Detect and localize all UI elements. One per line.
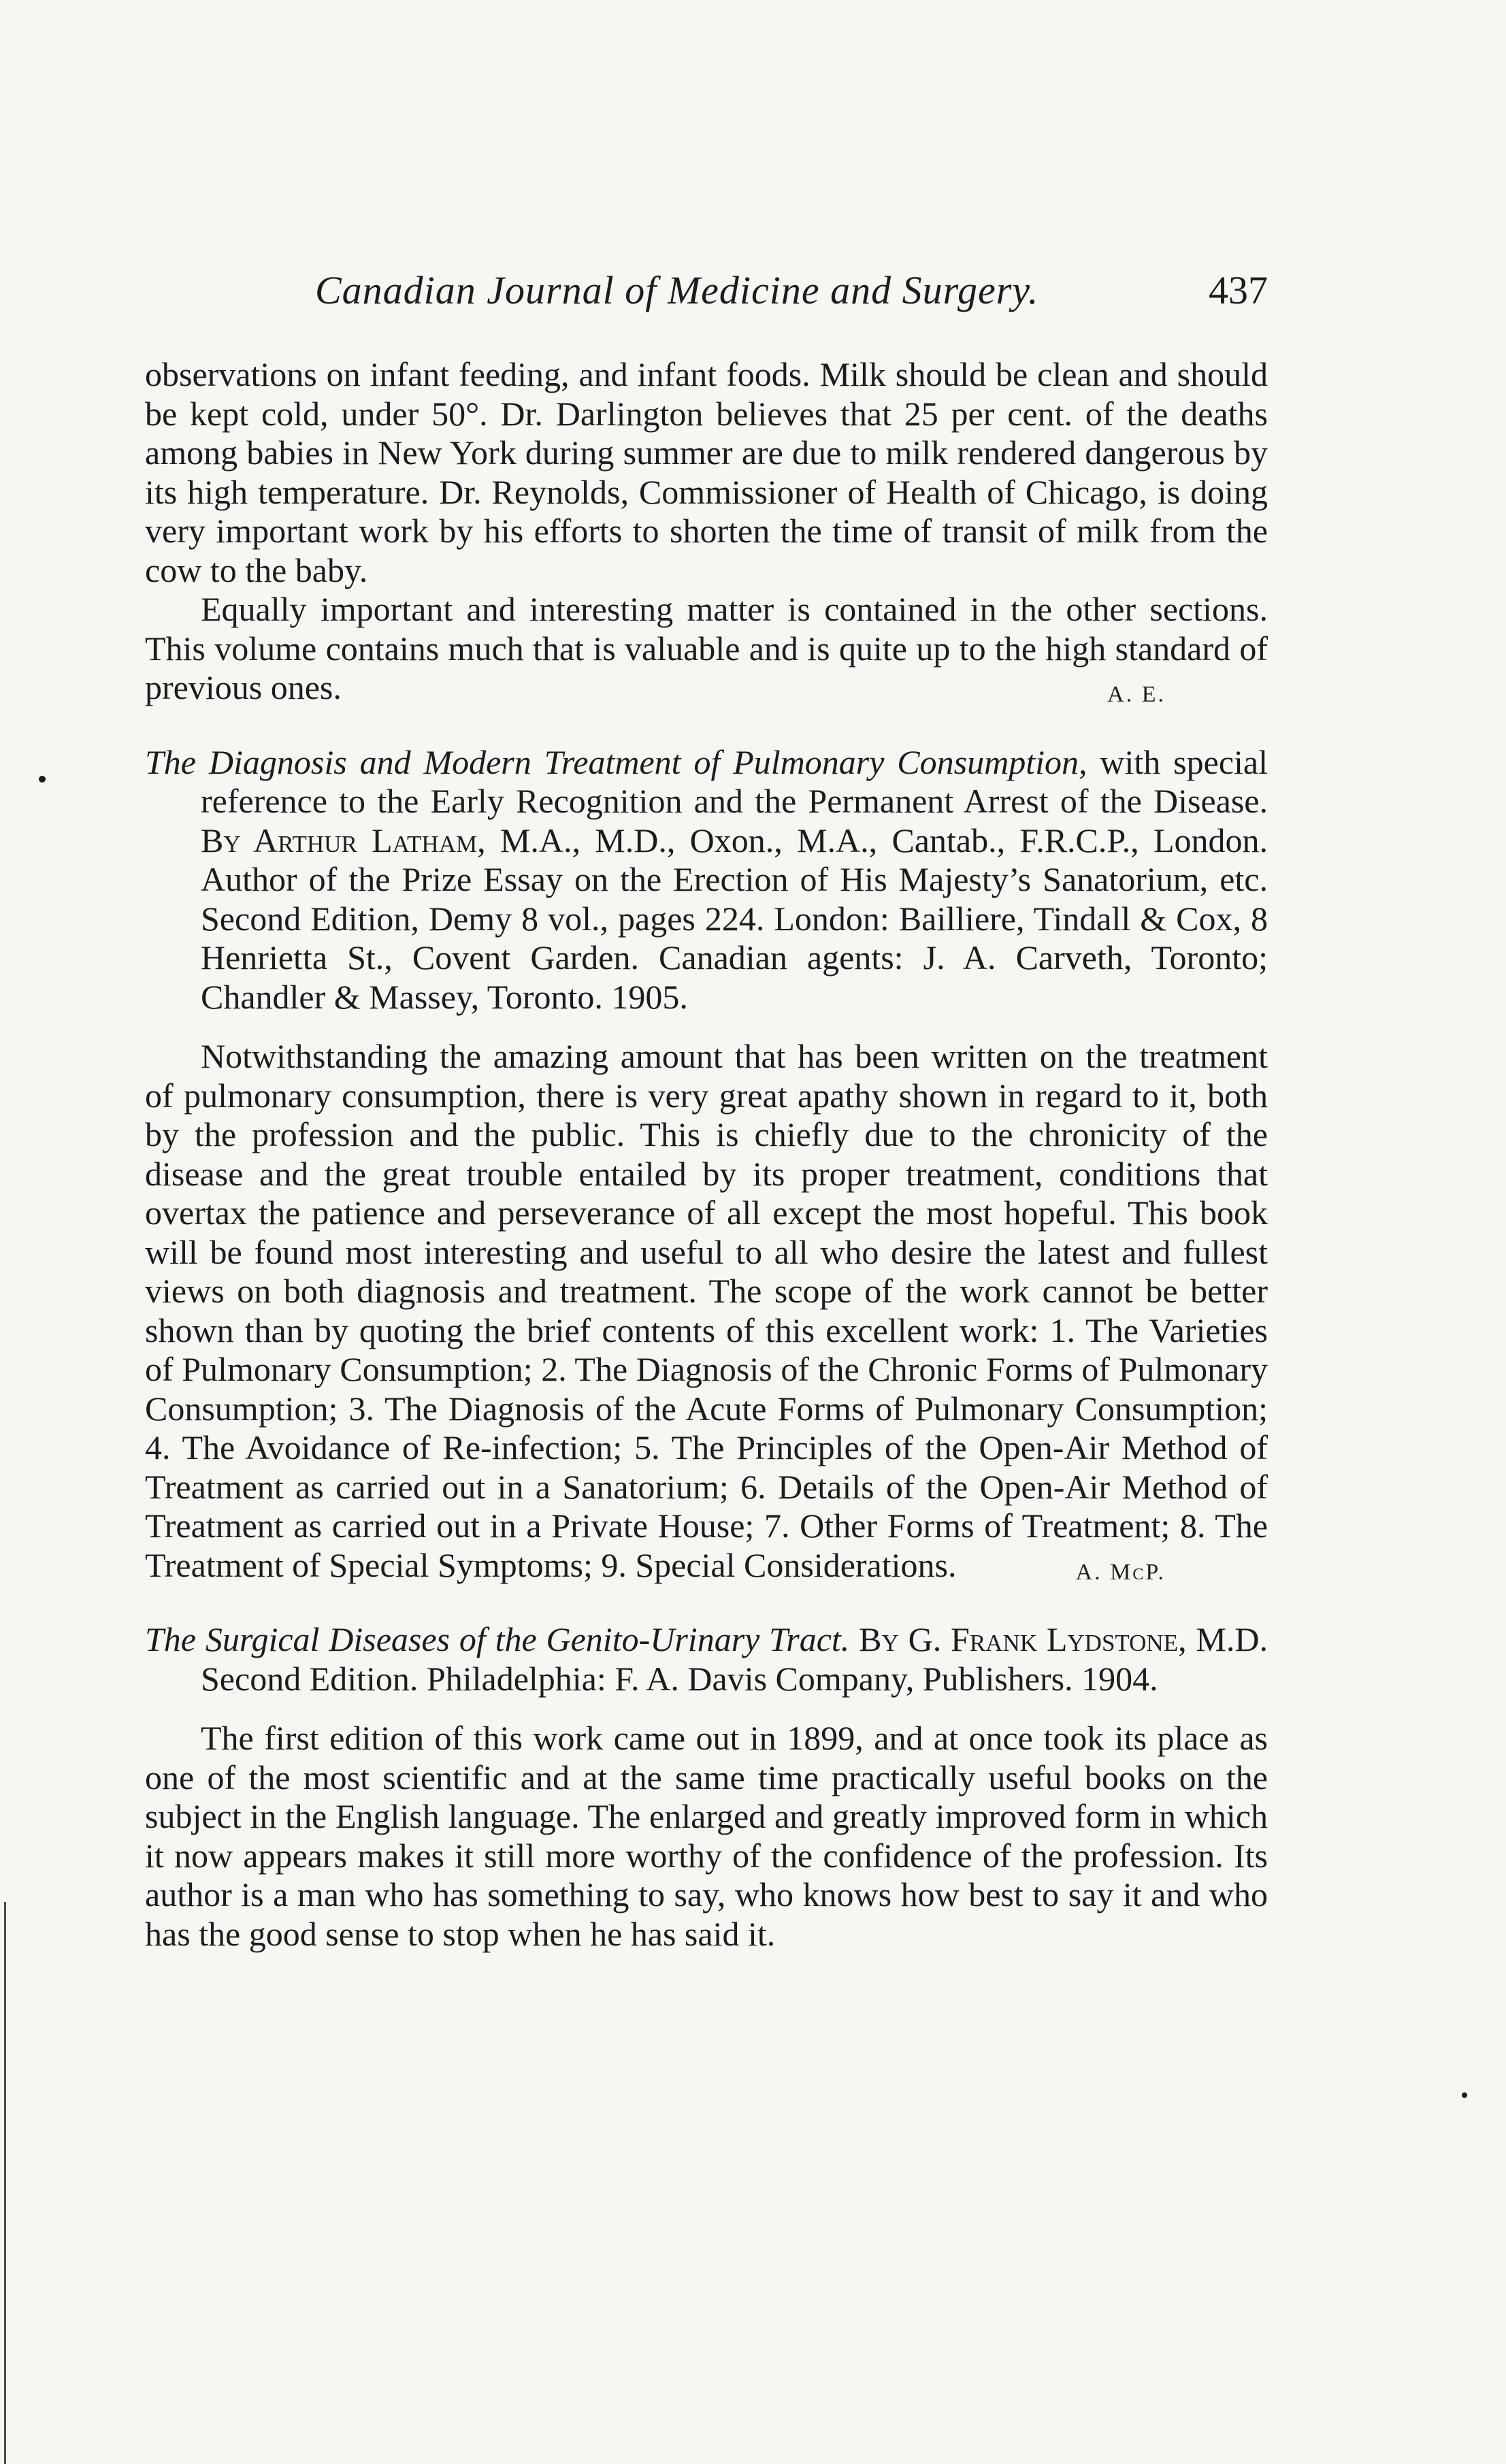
citation-details: M.A., M.D., Oxon., M.A., Cantab., F.R.C.P., London. Author of the Prize Essay on the Erection of His Majesty’s Sanatorium, etc. Second Edition, Demy 8 vol., pages 224. London: Bailliere, Tindall & Cox, 8 Henrietta St., Covent Garden. Canadian agents: J. A. Carveth, Toronto; Chandler & Massey, Toronto. 1905. [201, 821, 1268, 1016]
page-number: 437 [1209, 268, 1268, 312]
journal-title: Canadian Journal of Medicine and Surgery. [315, 268, 1039, 312]
section-gap [145, 1017, 1268, 1037]
review-paragraph: The first edition of this work came out in 1899, and at once took its place as one of the most scientific and at the same time practically useful books on the subject in the English language. The enlarged and greatly improved form in which it now appears makes it still more worthy of the confidence of the profession. Its author is a man who has something to say, who knows how best to say it and who has the good sense to stop when he has said it. [145, 1719, 1268, 1953]
margin-dot [1462, 2092, 1467, 2098]
book-title: The Surgical Diseases of the Genito-Urinary Tract. [145, 1620, 850, 1658]
citation-details: M.D. Second Edition. Philadelphia: F. A. Davis Company, Publishers. 1904. [201, 1620, 1268, 1698]
book-author: By G. Frank Lydstone, [849, 1620, 1187, 1658]
book-author: By Arthur Latham, [201, 821, 486, 859]
review-paragraph: observations on infant feeding, and infant foods. Milk should be clean and should be kept cold, under 50°. Dr. Darlington believes that 25 per cent. of the deaths among babies in New York during summer are due to milk rendered dangerous by its high temperature. Dr. Reynolds, Commissioner of Health of Chicago, is doing very important work by his efforts to shorten the time of transit of milk from the cow to the baby. [145, 355, 1268, 589]
book-title: The Diagnosis and Modern Treatment of Pulmonary Consumption, [145, 742, 1087, 781]
review-paragraph-text: Equally important and interesting matter is contained in the other sections. This volume contains much that is valuable and is quite up to the high standard of previous ones. [145, 590, 1268, 706]
section-gap [145, 1698, 1268, 1719]
margin-rule [4, 1902, 6, 2464]
reviewer-signature: A. McP. [1075, 1559, 1166, 1585]
citation-text: with special reference to the Early Recognition and the Permanent Arrest of the Disease. [201, 742, 1268, 820]
review-paragraph-text: Notwithstanding the amazing amount that has been written on the treatment of pulmonary consumption, there is very great apathy shown in regard to it, both by the profession and the public. This is chiefly due to the chronicity of the disease and the great trouble entailed by its proper treatment, conditions that overtax the patience and perseverance of all except the most hopeful. This book will be found most interesting and useful to all who desire the latest and fullest views on both diagnosis and treatment. The scope of the work cannot be better shown than by quoting the brief contents of this excellent work: 1. The Varieties of Pulmonary Consumption; 2. The Diagnosis of the Chronic Forms of Pulmonary Consumption; 3. The Diagnosis of the Acute Forms of Pulmonary Consumption; 4. The Avoidance of Re-infection; 5. The Principles of the Open-Air Method of Treatment as carried out in a Sanatorium; 6. Details of the Open-Air Method of Treatment as carried out in a Private House; 7. Other Forms of Treatment; 8. The Treatment of Special Symptoms; 9. Special Considerations. [145, 1037, 1268, 1584]
book-citation [145, 743, 1268, 1017]
review-paragraph [145, 1037, 1268, 1585]
review-paragraph [145, 590, 1268, 708]
running-head [145, 267, 1268, 322]
book-citation [145, 1620, 1268, 1698]
page-body [145, 355, 1268, 1954]
margin-dot [39, 776, 46, 783]
reviewer-signature: A. E. [1107, 682, 1166, 707]
